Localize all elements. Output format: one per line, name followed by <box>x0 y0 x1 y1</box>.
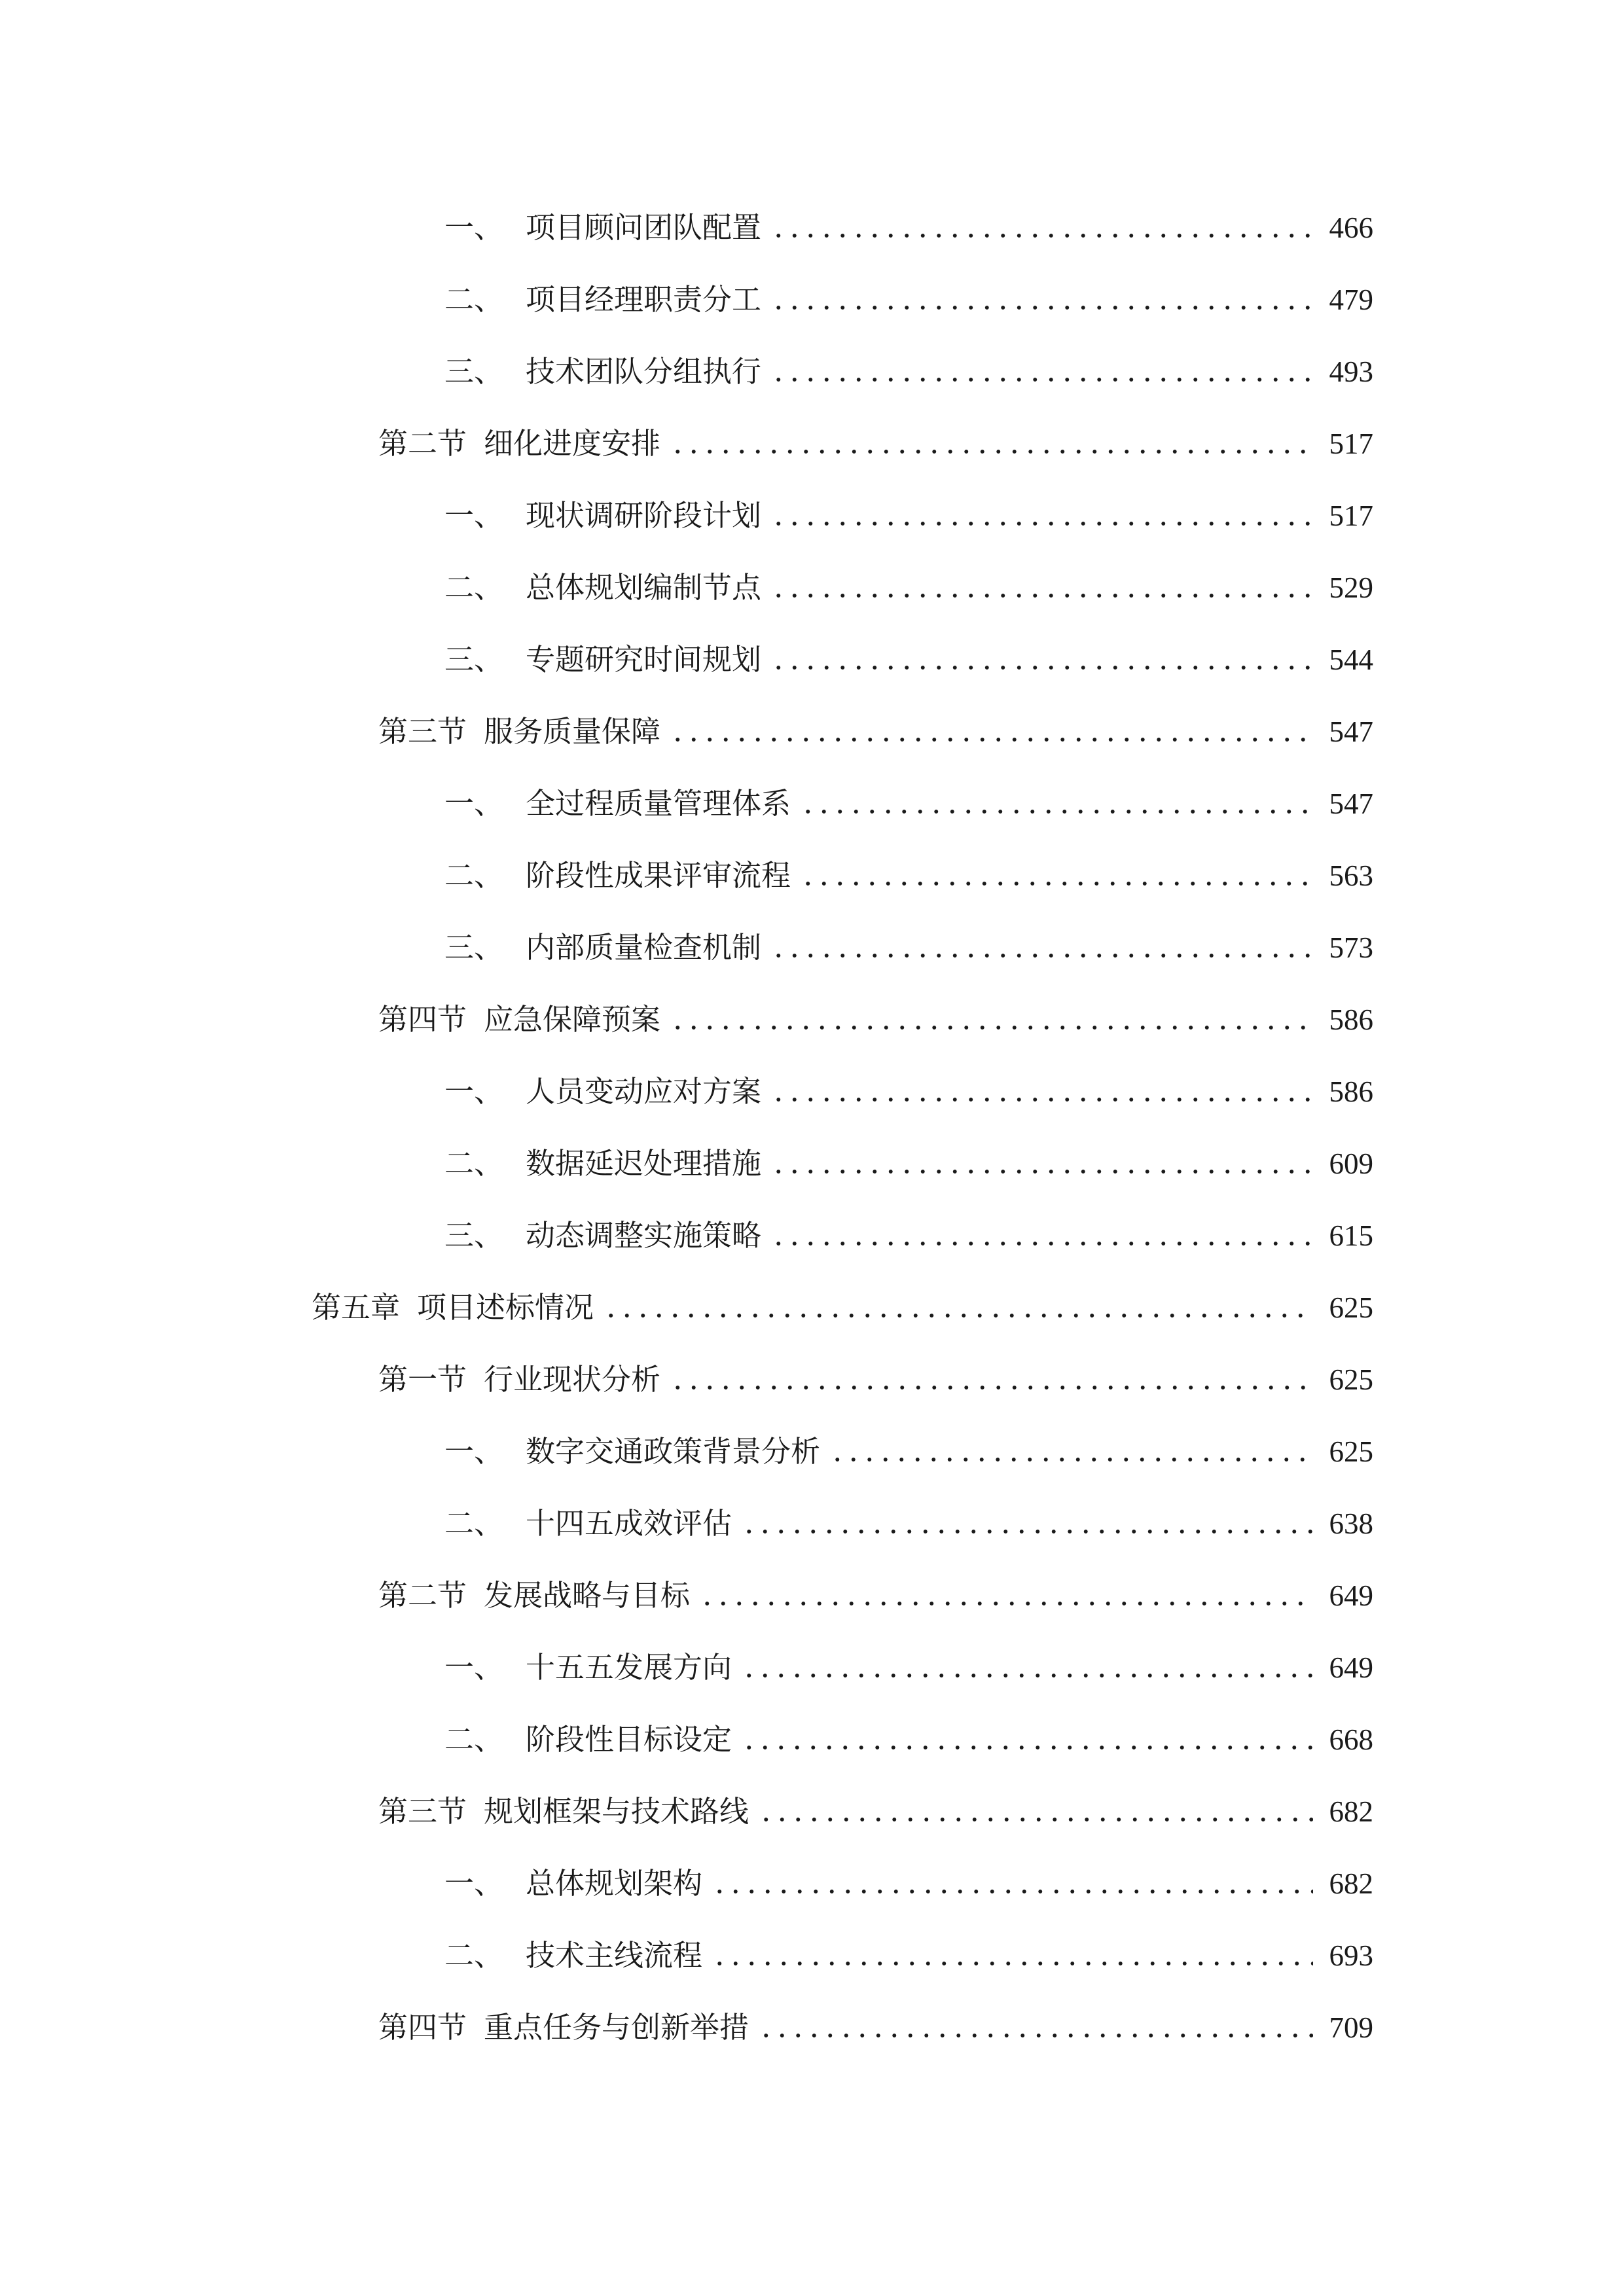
toc-entry-page-number: 615 <box>1329 1219 1373 1252</box>
toc-entry-marker: 一、 <box>444 1866 504 1901</box>
toc-entry-title: 总体规划编制节点 <box>526 570 762 605</box>
dot-leader <box>757 2001 1313 2054</box>
toc-entry[interactable] <box>444 1929 1373 1982</box>
dot-leader <box>668 1354 1313 1406</box>
dot-leader <box>698 1570 1313 1622</box>
toc-entry-title: 细化进度安排 <box>484 426 661 461</box>
toc-entry-page-number: 638 <box>1329 1507 1373 1540</box>
toc-entry-page-number: 544 <box>1329 643 1373 676</box>
toc-entry-page-number: 625 <box>1329 1291 1373 1324</box>
dot-leader <box>740 1713 1313 1766</box>
toc-entry[interactable] <box>378 994 1373 1046</box>
toc-entry-marker: 三、 <box>444 642 504 677</box>
toc-entry-marker: 第二节 <box>378 426 467 461</box>
toc-entry-page-number: 493 <box>1329 355 1373 388</box>
toc-entry-page-number: 609 <box>1329 1147 1373 1180</box>
toc-entry[interactable] <box>378 1570 1373 1622</box>
toc-entry-marker: 二、 <box>444 1722 504 1757</box>
dot-leader <box>602 1282 1313 1334</box>
toc-entry-page-number: 625 <box>1329 1363 1373 1396</box>
toc-entry-page-number: 466 <box>1329 211 1373 244</box>
toc-entry-page-number: 709 <box>1329 2011 1373 2044</box>
toc-entry-title: 项目顾问团队配置 <box>526 210 762 245</box>
toc-entry-title: 技术主线流程 <box>526 1938 703 1973</box>
toc-entry-title: 专题研究时间规划 <box>526 642 762 677</box>
toc-entry[interactable] <box>444 346 1373 398</box>
dot-leader <box>799 850 1313 902</box>
dot-leader <box>710 1857 1313 1910</box>
toc-entry-marker: 二、 <box>444 1938 504 1973</box>
toc-entry[interactable] <box>378 1785 1373 1838</box>
toc-entry[interactable] <box>444 490 1373 542</box>
toc-entry-title: 十五五发展方向 <box>526 1650 732 1685</box>
dot-leader <box>740 1498 1313 1550</box>
toc-entry-marker: 二、 <box>444 1146 504 1181</box>
toc-entry-marker: 第四节 <box>378 2010 467 2045</box>
toc-entry-page-number: 547 <box>1329 787 1373 820</box>
toc-entry-page-number: 547 <box>1329 715 1373 748</box>
dot-leader <box>769 1066 1313 1118</box>
toc-entry-title: 规划框架与技术路线 <box>484 1794 749 1829</box>
toc-entry-title: 技术团队分组执行 <box>526 354 762 389</box>
toc-entry-title: 应急保障预案 <box>484 1002 661 1037</box>
toc-entry-title: 内部质量检查机制 <box>526 930 762 965</box>
toc-entry[interactable] <box>444 1426 1373 1478</box>
toc-entry-title: 发展战略与目标 <box>484 1578 691 1613</box>
toc-entry-marker: 第三节 <box>378 1794 467 1829</box>
toc-entry-page-number: 625 <box>1329 1435 1373 1468</box>
toc-entry-title: 行业现状分析 <box>484 1362 661 1397</box>
toc-entry-title: 服务质量保障 <box>484 714 661 749</box>
toc-entry-title: 阶段性成果评审流程 <box>526 858 791 893</box>
toc-entry-title: 重点任务与创新举措 <box>484 2010 749 2045</box>
dot-leader <box>668 706 1313 758</box>
toc-entry[interactable] <box>444 922 1373 974</box>
toc-entry[interactable] <box>444 562 1373 614</box>
toc-entry[interactable] <box>444 1210 1373 1262</box>
toc-entry-marker: 一、 <box>444 1434 504 1469</box>
toc-entry-marker: 三、 <box>444 354 504 389</box>
toc-entry-page-number: 649 <box>1329 1651 1373 1684</box>
toc-entry-title: 项目经理职责分工 <box>526 282 762 317</box>
toc-entry[interactable] <box>444 634 1373 686</box>
toc-entry[interactable] <box>378 418 1373 470</box>
dot-leader <box>668 994 1313 1046</box>
toc-entry[interactable] <box>378 706 1373 758</box>
toc-entry-page-number: 682 <box>1329 1795 1373 1828</box>
toc-entry-marker: 二、 <box>444 1506 504 1541</box>
toc-entry[interactable] <box>444 202 1373 254</box>
dot-leader <box>757 1785 1313 1838</box>
toc-entry-title: 十四五成效评估 <box>526 1506 732 1541</box>
toc-entry-page-number: 586 <box>1329 1075 1373 1108</box>
toc-entry-marker: 第二节 <box>378 1578 467 1613</box>
toc-entry-title: 总体规划架构 <box>526 1866 703 1901</box>
toc-entry[interactable] <box>378 1354 1373 1406</box>
dot-leader <box>769 1138 1313 1190</box>
toc-entry-marker: 第四节 <box>378 1002 467 1037</box>
toc-entry-marker: 二、 <box>444 570 504 605</box>
toc-entry[interactable] <box>444 1138 1373 1190</box>
toc-entry[interactable] <box>444 1713 1373 1766</box>
toc-entry[interactable] <box>312 1282 1373 1334</box>
toc-entry[interactable] <box>378 2001 1373 2054</box>
toc-entry[interactable] <box>444 1066 1373 1118</box>
toc-entry-title: 现状调研阶段计划 <box>526 498 762 533</box>
toc-entry-marker: 三、 <box>444 930 504 965</box>
dot-leader <box>769 274 1313 326</box>
toc-entry-title: 数字交通政策背景分析 <box>526 1434 821 1469</box>
toc-entry-page-number: 682 <box>1329 1867 1373 1900</box>
dot-leader <box>740 1641 1313 1694</box>
dot-leader <box>828 1426 1313 1478</box>
toc-entry[interactable] <box>444 1641 1373 1694</box>
toc-entry[interactable] <box>444 274 1373 326</box>
toc-entry-marker: 二、 <box>444 282 504 317</box>
dot-leader <box>769 1210 1313 1262</box>
toc-entry-marker: 一、 <box>444 210 504 245</box>
toc-entry[interactable] <box>444 1498 1373 1550</box>
toc-entry-page-number: 479 <box>1329 283 1373 316</box>
toc-entry-marker: 一、 <box>444 1074 504 1109</box>
toc-entry-title: 人员变动应对方案 <box>526 1074 762 1109</box>
toc-entry-marker: 第三节 <box>378 714 467 749</box>
toc-entry-page-number: 517 <box>1329 499 1373 532</box>
toc-entry-marker: 一、 <box>444 1650 504 1685</box>
dot-leader <box>769 202 1313 254</box>
dot-leader <box>769 922 1313 974</box>
toc-entry-marker: 一、 <box>444 498 504 533</box>
toc-entry[interactable] <box>444 850 1373 902</box>
dot-leader <box>769 490 1313 542</box>
toc-entry-title: 数据延迟处理措施 <box>526 1146 762 1181</box>
toc-entry-page-number: 517 <box>1329 427 1373 460</box>
toc-entry-title: 全过程质量管理体系 <box>526 786 791 821</box>
toc-entry-title: 动态调整实施策略 <box>526 1218 762 1253</box>
toc-entry-page-number: 586 <box>1329 1003 1373 1036</box>
toc-entry-marker: 第五章 <box>312 1290 401 1325</box>
dot-leader <box>769 346 1313 398</box>
toc-entry-page-number: 668 <box>1329 1723 1373 1756</box>
toc-entry-marker: 三、 <box>444 1218 504 1253</box>
toc-entry-page-number: 563 <box>1329 859 1373 892</box>
toc-entry-title: 项目述标情况 <box>417 1290 594 1325</box>
toc-entry-title: 阶段性目标设定 <box>526 1722 732 1757</box>
toc-entry-page-number: 693 <box>1329 1939 1373 1972</box>
toc-entry-page-number: 529 <box>1329 571 1373 604</box>
dot-leader <box>769 562 1313 614</box>
toc-entry-page-number: 649 <box>1329 1579 1373 1612</box>
toc-entry[interactable] <box>444 778 1373 830</box>
toc-entry-marker: 第一节 <box>378 1362 467 1397</box>
toc-entry[interactable] <box>444 1857 1373 1910</box>
dot-leader <box>668 418 1313 470</box>
toc-entry-page-number: 573 <box>1329 931 1373 964</box>
dot-leader <box>769 634 1313 686</box>
dot-leader <box>799 778 1313 830</box>
toc-entry-marker: 一、 <box>444 786 504 821</box>
toc-entry-marker: 二、 <box>444 858 504 893</box>
dot-leader <box>710 1929 1313 1982</box>
